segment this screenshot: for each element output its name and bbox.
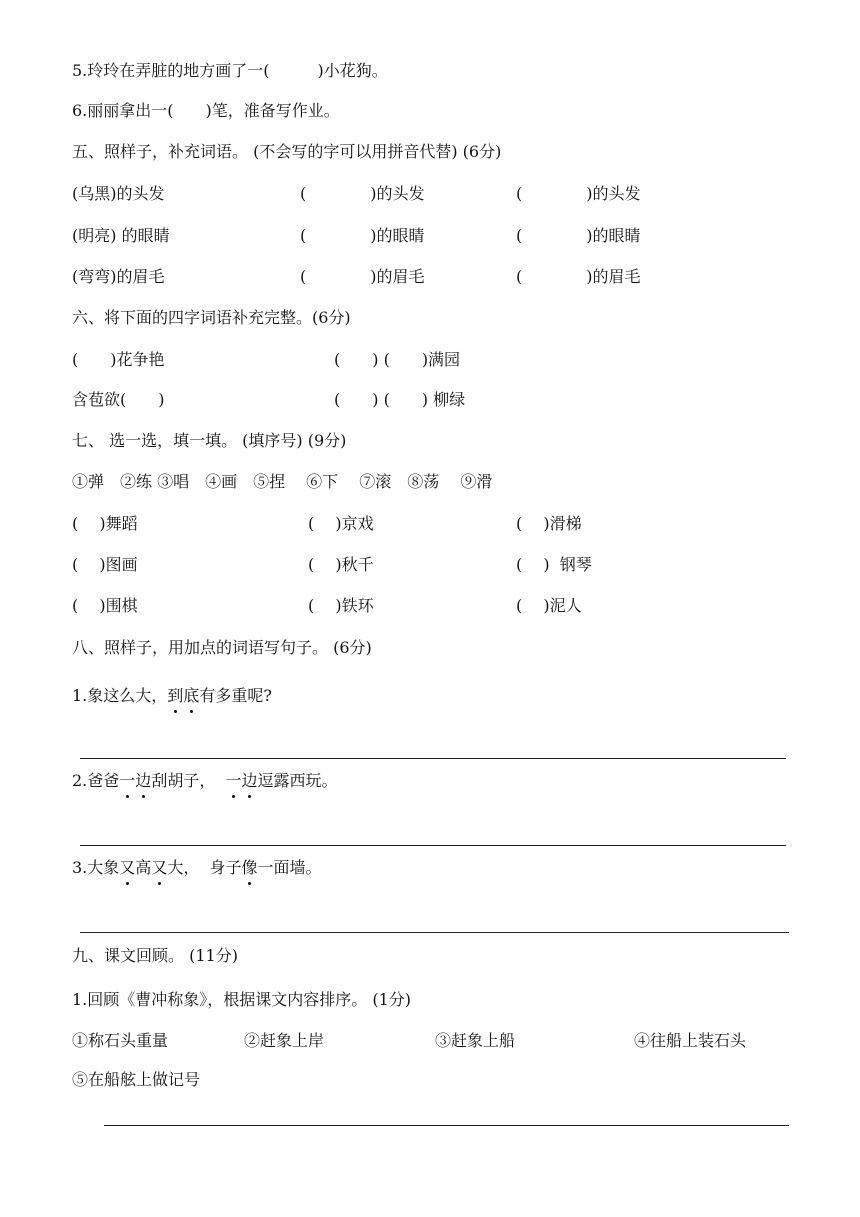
emphasis-dot-char: 底	[183, 686, 200, 705]
s8-sentence-1: 1.象这么大，到底有多重呢?	[72, 686, 272, 705]
s5-r1-c3: ( )的头发	[516, 184, 641, 203]
section-5-title: 五、照样子，补充词语。 (不会写的字可以用拼音代替) (6分)	[72, 142, 502, 161]
s9-opt-2: ②赶象上岸	[244, 1031, 325, 1050]
s5-r2-c2: ( )的眼睛	[300, 226, 425, 245]
section-9-title: 九、课文回顾。 (11分)	[72, 946, 238, 965]
s9-opt-1: ①称石头重量	[72, 1031, 169, 1050]
emphasis-dot-char: 边	[135, 771, 152, 790]
s7-r3-c1: ( )围棋	[72, 596, 138, 615]
section-6-title: 六、将下面的四字词语补充完整。(6分)	[72, 308, 351, 327]
s5-r2-c3: ( )的眼睛	[516, 226, 641, 245]
s6-r2-c1: 含苞欲( )	[72, 390, 165, 409]
s7-r1-c3: ( )滑梯	[516, 514, 582, 533]
s5-r1-c1: (乌黑)的头发	[72, 184, 165, 203]
s9-opt-5: ⑤在船舷上做记号	[72, 1070, 201, 1089]
s8-sentence-3: 3.大象又高又大， 身子像一面墙。	[72, 858, 322, 877]
emphasis-dot-char: 又	[119, 858, 136, 877]
s7-r3-c2: ( )铁环	[308, 596, 374, 615]
emphasis-dot-char: 又	[151, 858, 168, 877]
emphasis-dot-char: 像	[241, 858, 258, 877]
section-8-title: 八、照样子，用加点的词语写句子。 (6分)	[72, 638, 372, 657]
s5-r3-c3: ( )的眉毛	[516, 267, 641, 286]
s7-r2-c3: ( ) 钢琴	[516, 555, 592, 574]
emphasis-dot-char: 到	[167, 686, 184, 705]
s7-r1-c1: ( )舞蹈	[72, 514, 138, 533]
s8-sentence-2: 2.爸爸一边刮胡子， 一边逗露西玩。	[72, 771, 338, 790]
answer-line-1	[80, 758, 786, 759]
s9-opt-4: ④往船上装石头	[634, 1031, 747, 1050]
s7-r2-c1: ( )图画	[72, 555, 138, 574]
s5-r2-c1: (明亮) 的眼睛	[72, 226, 170, 245]
s6-r1-c1: ( )花争艳	[72, 350, 165, 369]
emphasis-dot-char: 一	[225, 771, 242, 790]
answer-line-4	[104, 1125, 789, 1126]
question-6: 6.丽丽拿出一( )笔，准备写作业。	[72, 101, 340, 120]
s9-opt-3: ③赶象上船	[435, 1031, 516, 1050]
emphasis-dot-char: 一	[119, 771, 136, 790]
s7-r3-c3: ( )泥人	[516, 596, 582, 615]
section-7-title: 七、 选一选，填一填。 (填序号) (9分)	[72, 431, 347, 450]
s6-r2-c2: ( ) ( ) 柳绿	[334, 390, 466, 409]
s5-r3-c2: ( )的眉毛	[300, 267, 425, 286]
s7-options: ①弹 ②练 ③唱 ④画 ⑤捏 ⑥下 ⑦滚 ⑧荡 ⑨滑	[72, 472, 493, 491]
s9-question-1: 1.回顾《曹冲称象》，根据课文内容排序。 (1分)	[72, 990, 412, 1009]
emphasis-dot-char: 边	[241, 771, 258, 790]
answer-line-3	[80, 932, 789, 933]
s5-r3-c1: (弯弯)的眉毛	[72, 267, 165, 286]
s7-r1-c2: ( )京戏	[308, 514, 374, 533]
s6-r1-c2: ( ) ( )满园	[334, 350, 461, 369]
s5-r1-c2: ( )的头发	[300, 184, 425, 203]
answer-line-2	[80, 845, 786, 846]
question-5: 5.玲玲在弄脏的地方画了一( )小花狗。	[72, 61, 388, 80]
s7-r2-c2: ( )秋千	[308, 555, 374, 574]
